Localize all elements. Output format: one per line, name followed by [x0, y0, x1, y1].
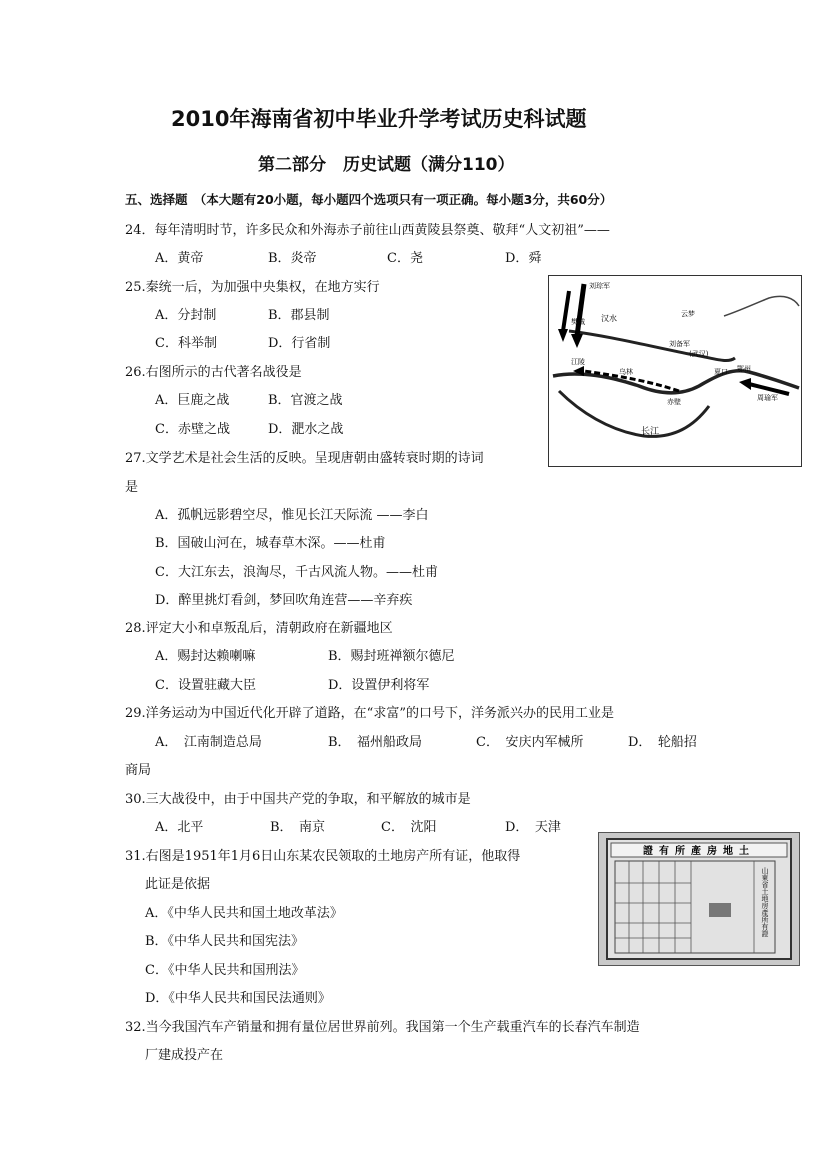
land-certificate-figure — [598, 832, 800, 966]
option-29-d: D． 轮船招 — [628, 735, 697, 750]
option-30-a: A．北平 — [155, 820, 204, 835]
option-26-b: B．官渡之战 — [268, 393, 343, 408]
question-27-stem-cont: 是 — [125, 480, 139, 495]
battle-map-figure — [548, 275, 802, 467]
zhouyu-army-arrow — [749, 384, 789, 394]
option-30-d: D． 天津 — [505, 820, 561, 835]
lake-shore — [724, 296, 799, 316]
option-27-b: B．国破山河在，城春草木深。——杜甫 — [155, 536, 386, 551]
question-32-stem-cont: 厂建成投产在 — [145, 1048, 224, 1063]
option-31-d: D．《中华人民共和国民法通则》 — [145, 991, 331, 1006]
option-24-b: B．炎帝 — [268, 251, 317, 266]
army-arrow-2 — [563, 291, 569, 331]
option-24-a: A．黄帝 — [155, 251, 204, 266]
question-31-stem: 31.右图是1951年1月6日山东某农民领取的土地房产所有证，他取得 — [125, 849, 521, 864]
map-label-changjiang: 长江 — [641, 427, 660, 437]
option-25-b: B．郡县制 — [268, 308, 330, 323]
han-river — [569, 331, 735, 361]
option-28-a: A．赐封达赖喇嘛 — [155, 649, 256, 664]
option-27-d: D．醉里挑灯看剑，梦回吹角连营——辛弃疾 — [155, 593, 413, 608]
option-25-d: D．行省制 — [268, 336, 331, 351]
map-label-jiangling: 江陵 — [571, 358, 585, 366]
battle-map — [549, 276, 801, 466]
option-24-c: C．尧 — [387, 251, 423, 266]
question-30-stem: 30.三大战役中，由于中国共产党的争取，和平解放的城市是 — [125, 792, 471, 807]
page-subtitle: 第二部分 历史试题（满分110） — [258, 155, 515, 175]
option-26-a: A．巨鹿之战 — [155, 393, 230, 408]
question-31-stem-cont: 此证是依据 — [145, 877, 211, 892]
map-label-liucong: 刘琮军 — [589, 282, 610, 290]
question-32-stem: 32.当今我国汽车产销量和拥有量位居世界前列。我国第一个生产载重汽车的长春汽车制造 — [125, 1020, 640, 1035]
arrow-head-1 — [571, 334, 583, 348]
yangtze-bend — [559, 391, 709, 436]
option-25-a: A．分封制 — [155, 308, 217, 323]
option-27-c: C．大江东去，浪淘尽，千古风流人物。——杜甫 — [155, 565, 438, 580]
option-31-c: C．《中华人民共和国刑法》 — [145, 963, 305, 978]
map-label-wuhan: (武汉) — [689, 350, 709, 358]
cert-header-text: 證有所產房地土 — [643, 846, 755, 857]
question-29-stem: 29.洋务运动为中国近代化开辟了道路，在“求富”的口号下，洋务派兴办的民用工业是 — [125, 706, 614, 721]
option-31-a: A．《中华人民共和国土地改革法》 — [145, 906, 343, 921]
cert-side-text: 山東省土地房產所有證 — [761, 867, 769, 937]
option-26-c: C．赤壁之战 — [155, 422, 230, 437]
question-27-stem: 27.文学艺术是社会生活的反映。呈现唐朝由盛转衰时期的诗词 — [125, 451, 484, 466]
map-label-fancheng: 樊城 — [571, 318, 585, 326]
option-28-d: D．设置伊利将军 — [328, 678, 430, 693]
map-label-hanshui: 汉水 — [601, 314, 617, 323]
option-29-b: B． 福州船政局 — [328, 735, 423, 750]
option-28-c: C．设置驻藏大臣 — [155, 678, 256, 693]
option-30-b: B． 南京 — [270, 820, 326, 835]
option-28-b: B．赐封班禅额尔德尼 — [328, 649, 455, 664]
option-29-a: A． 江南制造总局 — [155, 735, 262, 750]
question-29-cont: 商局 — [125, 763, 152, 778]
map-label-xiakou: 夏口 — [714, 368, 728, 376]
option-24-d: D．舜 — [505, 251, 542, 266]
map-label-wulin: 乌林 — [619, 368, 633, 376]
map-label-ezhou: 鄂州 — [737, 365, 751, 373]
option-26-d: D．淝水之战 — [268, 422, 344, 437]
question-28-stem: 28.评定大小和卓叛乱后，清朝政府在新疆地区 — [125, 621, 393, 636]
map-label-yunmeng: 云梦 — [681, 310, 695, 318]
cert-stamp — [709, 903, 731, 917]
option-30-c: C． 沈阳 — [381, 820, 437, 835]
option-31-b: B．《中华人民共和国宪法》 — [145, 934, 305, 949]
map-label-liubei: 刘备军 — [669, 340, 690, 348]
map-label-zhouyu: 周瑜军 — [757, 394, 778, 402]
page-title: 2010年海南省初中毕业升学考试历史科试题 — [171, 107, 587, 131]
arrow-head-4 — [739, 378, 751, 390]
map-label-chibi: 赤壁 — [667, 398, 681, 406]
option-29-c: C． 安庆内军械所 — [476, 735, 584, 750]
option-25-c: C．科举制 — [155, 336, 217, 351]
liucong-army-arrow — [577, 284, 584, 336]
land-certificate — [599, 833, 799, 965]
option-27-a: A．孤帆远影碧空尽，惟见长江天际流 ——李白 — [155, 508, 429, 523]
question-26-stem: 26.右图所示的古代著名战役是 — [125, 365, 302, 380]
question-25-stem: 25.秦统一后，为加强中央集权，在地方实行 — [125, 280, 380, 295]
section-heading: 五、选择题 （本大题有20小题，每小题四个选项只有一项正确。每小题3分，共60分） — [125, 192, 613, 207]
arrow-head-2 — [558, 329, 568, 342]
question-24-stem: 24．每年清明时节，许多民众和外海赤子前往山西黄陵县祭奠、敬拜“人文初祖”—— — [125, 223, 610, 238]
